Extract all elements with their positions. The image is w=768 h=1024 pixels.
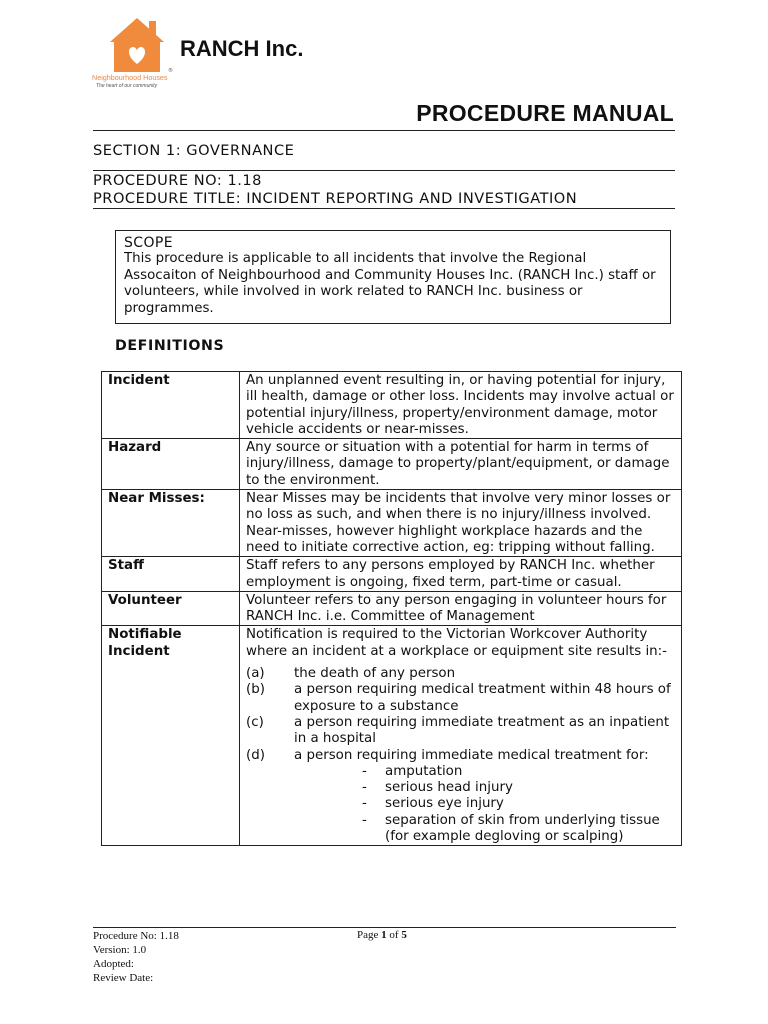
condition-label: (d) — [246, 747, 265, 763]
condition-label: (c) — [246, 714, 264, 730]
bullet-dash: - — [362, 780, 367, 796]
definition-row — [102, 557, 682, 592]
procedure-number: PROCEDURE NO: 1.18 — [93, 172, 262, 189]
organisation-name: RANCH Inc. — [180, 36, 304, 61]
title-divider — [93, 130, 675, 131]
section-heading: SECTION 1: GOVERNANCE — [93, 142, 295, 159]
list-item — [246, 780, 675, 796]
definition-text: Volunteer refers to any person engaging in volunteer hours for RANCH Inc. i.e. Committee of Management — [240, 591, 682, 626]
definition-term: Notifiable Incident — [102, 626, 240, 846]
definition-term: Hazard — [102, 439, 240, 490]
scope-text: This procedure is applicable to all incidents that involve the Regional Assocaiton of Neighbourhood and Community Houses Inc. (RANCH Inc.) staff or volunteers, while involved in work related to RANCH Inc. business or programmes. — [124, 251, 656, 316]
list-item-text: separation of skin from underlying tissue (for example degloving or scalping) — [385, 812, 660, 845]
definition-row — [102, 591, 682, 626]
definition-term: Incident — [102, 372, 240, 439]
bullet-dash: - — [362, 812, 367, 828]
condition-label: (a) — [246, 666, 265, 682]
bullet-dash: - — [362, 796, 367, 812]
definition-row — [102, 372, 682, 439]
definition-row — [102, 490, 682, 557]
page-number — [357, 929, 407, 941]
condition-text: a person requiring immediate medical treatment for: — [294, 747, 649, 763]
list-item — [246, 796, 675, 812]
logo-tagline: The heart of our community — [96, 83, 158, 89]
page-current: 1 — [381, 929, 387, 941]
footer-version: Version: 1.0 — [93, 944, 147, 956]
procedure-title: PROCEDURE TITLE: INCIDENT REPORTING AND INVESTIGATION — [93, 190, 578, 207]
scope-box — [115, 230, 671, 324]
definition-text: Near Misses may be incidents that involve very minor losses or no loss as such, and when there is no injury/illness involved. Near-misses, however highlight workplace hazards and the need to initiate corrective action, eg: tripping without falling. — [240, 490, 682, 557]
list-item — [246, 764, 675, 780]
definitions-heading: DEFINITIONS — [115, 338, 225, 354]
definition-row — [102, 439, 682, 490]
procedure-divider — [93, 208, 675, 209]
list-item-text: serious head injury — [385, 780, 513, 796]
notifiable-definition — [240, 626, 682, 846]
svg-text:®: ® — [168, 68, 173, 74]
page-total: 5 — [401, 929, 407, 941]
condition-item — [246, 666, 675, 682]
condition-text: the death of any person — [294, 666, 456, 682]
list-item-text: amputation — [385, 763, 463, 779]
definitions-table — [101, 371, 682, 846]
condition-item — [246, 682, 675, 715]
condition-item — [246, 748, 675, 764]
section-divider — [93, 170, 675, 171]
list-item — [246, 813, 675, 846]
page-of: of — [386, 929, 402, 941]
manual-title: PROCEDURE MANUAL — [416, 100, 674, 126]
list-item-text: serious eye injury — [385, 796, 504, 812]
logo-text: Neighbourhood Houses — [92, 73, 168, 82]
bullet-dash: - — [362, 763, 367, 779]
footer-review-date: Review Date: — [93, 972, 154, 984]
condition-text: a person requiring medical treatment within 48 hours of exposure to a substance — [294, 682, 671, 714]
condition-item — [246, 715, 675, 748]
definition-term: Staff — [102, 557, 240, 592]
definition-text: Any source or situation with a potential for harm in terms of injury/illness, damage to property/plant/equipment, or damage to the environment. — [240, 439, 682, 490]
condition-text: a person requiring immediate treatment as an inpatient in a hospital — [294, 714, 670, 747]
footer-procedure-no: Procedure No: 1.18 — [93, 930, 179, 942]
definition-row-notifiable — [102, 626, 682, 846]
notifiable-intro: Notification is required to the Victorian Workcover Authority where an incident at a workplace or equipment site results in:- — [246, 627, 668, 659]
definition-term: Near Misses: — [102, 490, 240, 557]
footer-adopted: Adopted: — [93, 958, 134, 970]
definition-text: An unplanned event resulting in, or having potential for injury, ill health, damage or other loss. Incidents may involve actual or potential injury/illness, property/environment damage, motor vehicle accidents or near-misses. — [240, 372, 682, 439]
page-prefix: Page — [357, 929, 382, 941]
injury-list — [246, 764, 675, 845]
footer-divider — [93, 927, 676, 928]
footer-info — [93, 929, 179, 985]
scope-heading: SCOPE — [124, 235, 173, 251]
condition-label: (b) — [246, 682, 265, 698]
definition-text: Staff refers to any persons employed by RANCH Inc. whether employment is ongoing, fixed term, part-time or casual. — [240, 557, 682, 592]
definition-term: Volunteer — [102, 591, 240, 626]
